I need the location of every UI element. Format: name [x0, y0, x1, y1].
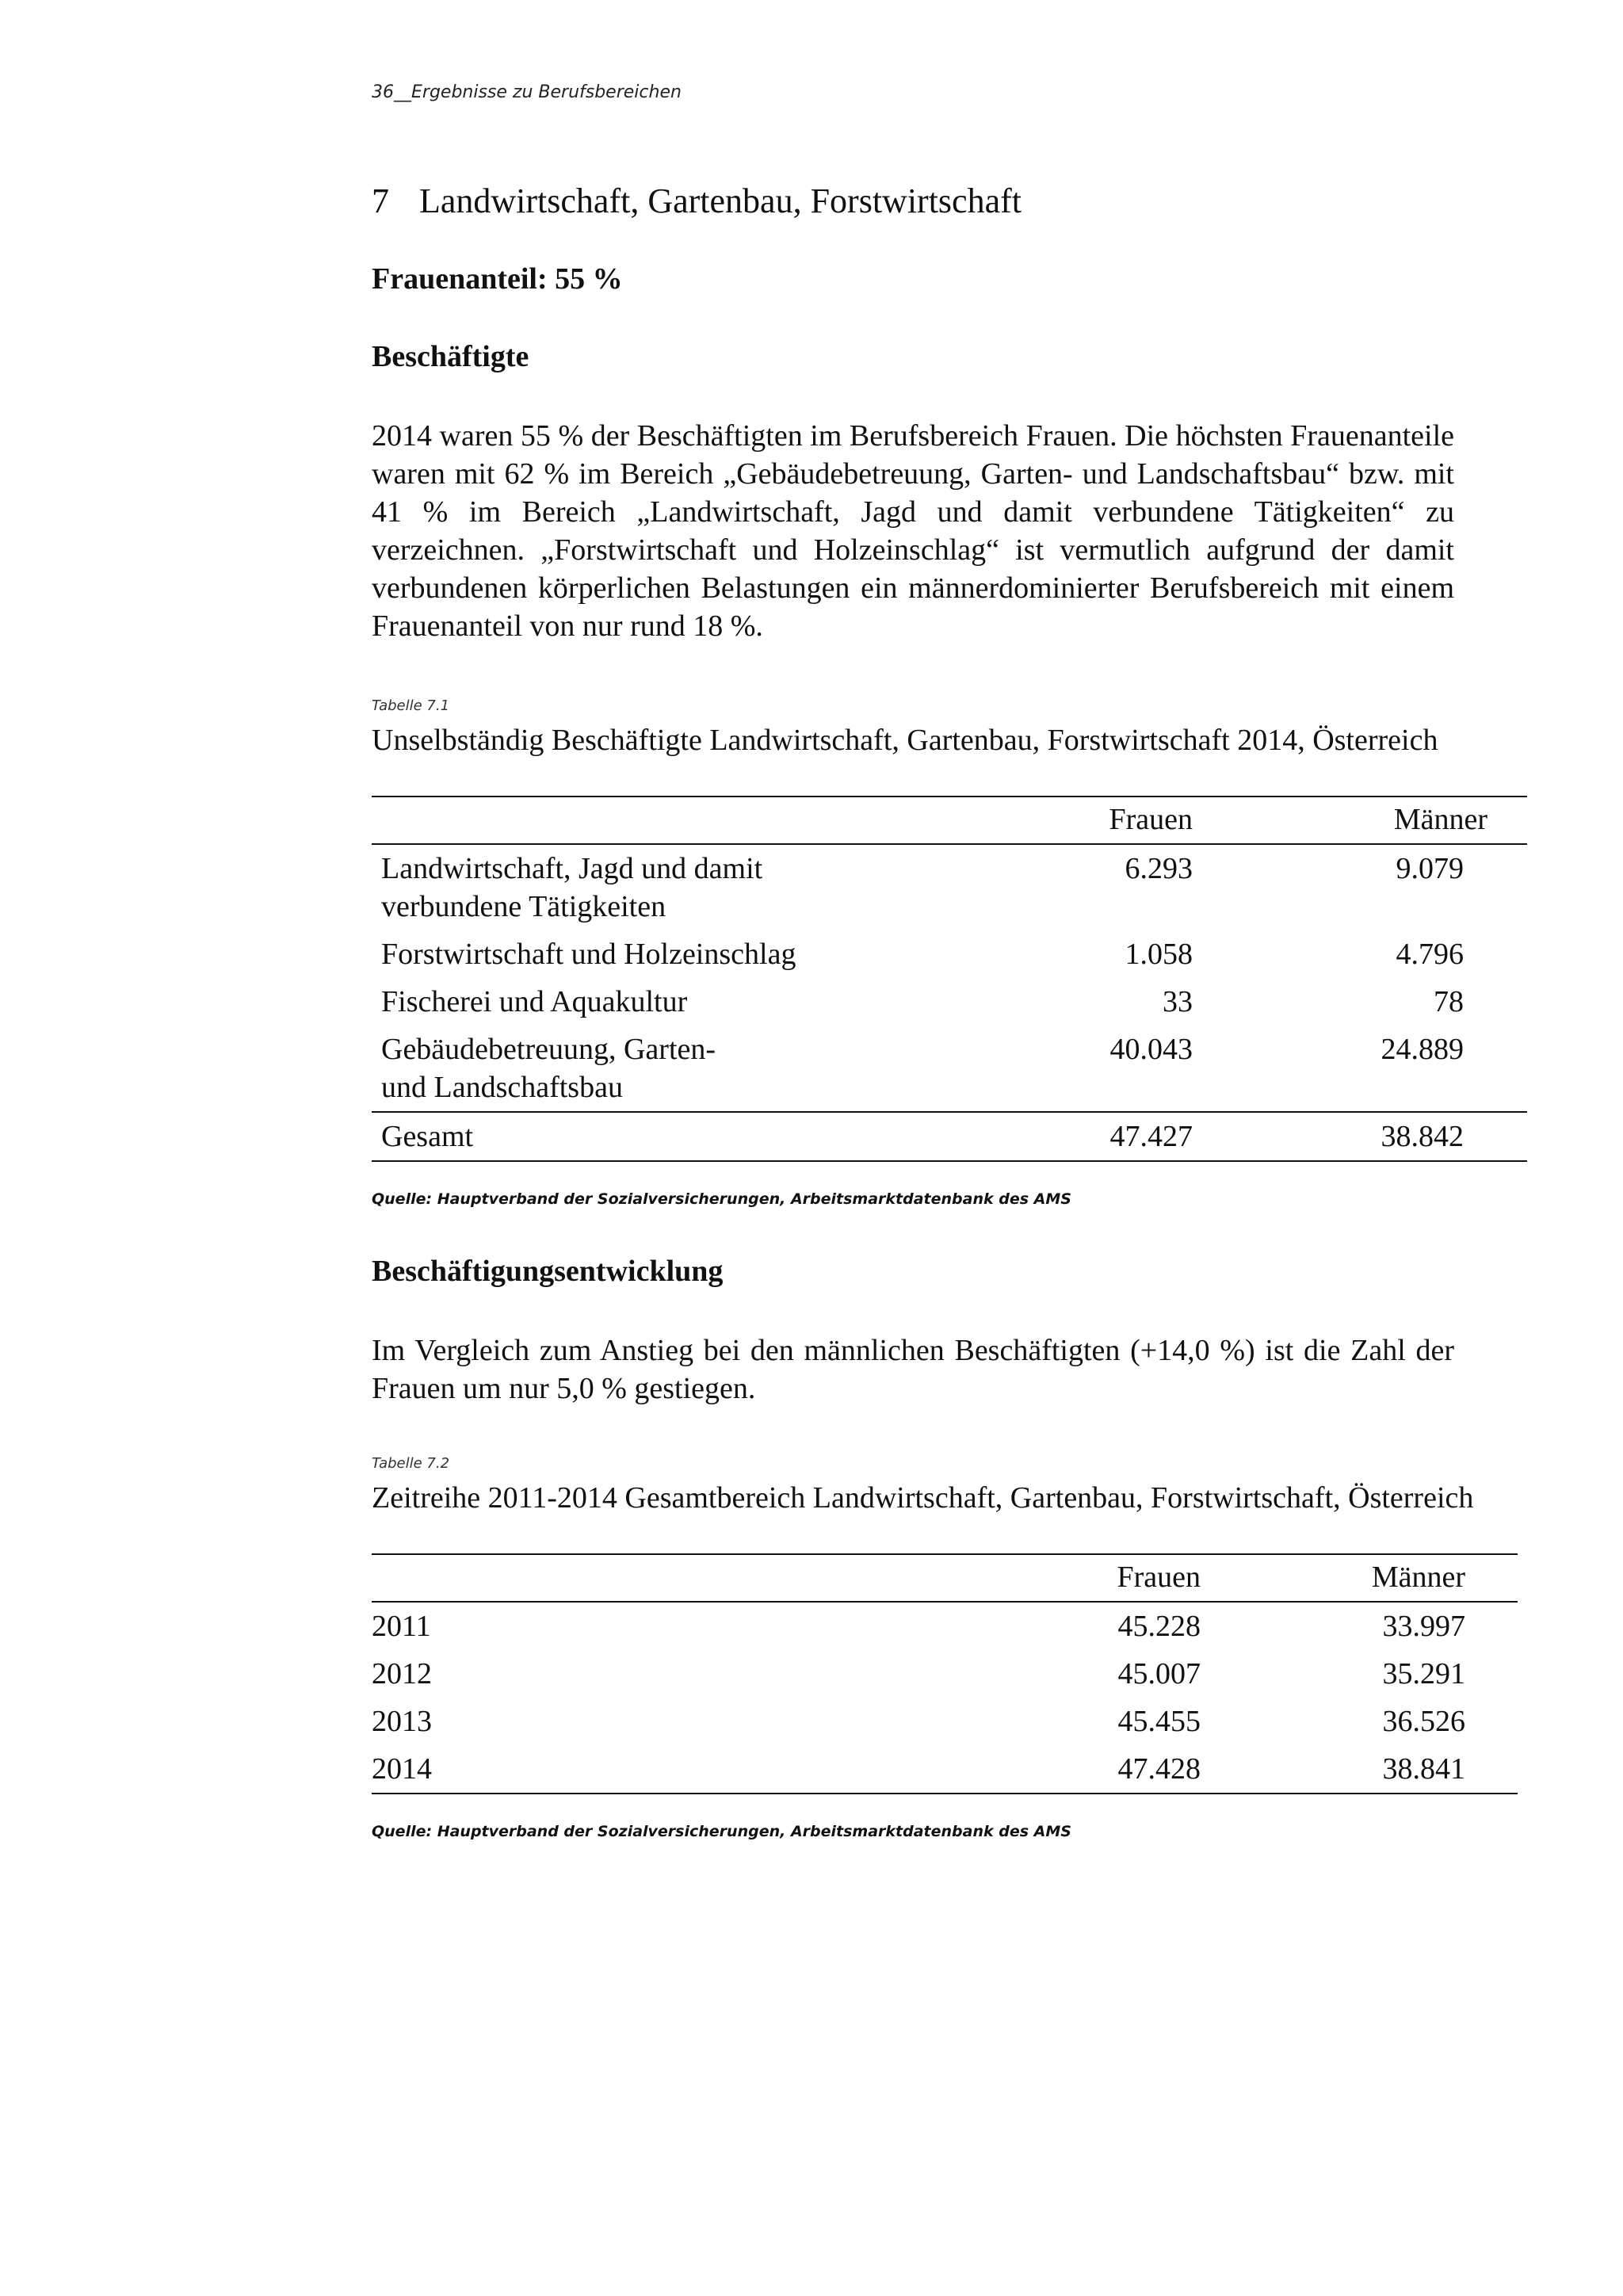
table2-header-empty: [372, 1554, 974, 1602]
section-heading-beschaeftigte: Beschäftigte: [372, 340, 529, 373]
row-year: 2011: [372, 1610, 431, 1643]
table1: [372, 796, 1527, 1162]
table2-header-frauen: Frauen: [974, 1554, 1232, 1602]
table2-header-maenner: Männer: [1232, 1554, 1518, 1602]
cell-maenner: 35.291: [1382, 1657, 1465, 1690]
section-heading-beschaeftigungsentwicklung: Beschäftigungsentwicklung: [372, 1255, 724, 1288]
chapter-number: 7: [372, 181, 389, 220]
table-row: [372, 1650, 1518, 1698]
chapter-heading: [372, 181, 1022, 221]
table1-label: Tabelle 7.1: [372, 697, 450, 714]
total-maenner: 38.842: [1232, 1112, 1527, 1161]
table2: [372, 1553, 1518, 1794]
table1-source: Quelle: Hauptverband der Sozialversicherungen, Arbeitsmarktdatenbank des AMS: [372, 1190, 1071, 1208]
cell-frauen: 45.455: [1117, 1705, 1201, 1738]
row-year: 2014: [372, 1745, 974, 1794]
cell-maenner: 33.997: [1382, 1610, 1465, 1643]
cell-frauen: 33: [1163, 985, 1193, 1018]
paragraph-beschaeftigte: 2014 waren 55 % der Beschäftigten im Berufsbereich Frauen. Die höchsten Frauenanteile waren mit 62 % im Bereich „Gebäudebetreuung, Garten- und Landschaftsbau“ bzw. mit 41 % im Bereich „Landwirtschaft, Jagd und damit verbundene Tätigkeiten“ zu verzeichnen. „Forstwirtschaft und Holzeinschlag“ ist vermutlich aufgrund der damit verbundenen körperlichen Belastungen ein männerdominierter Berufsbereich mit einem Frauenanteil von nur rund 18 %.: [372, 419, 1454, 643]
table-row: [372, 1698, 1518, 1745]
table1-header-empty: [372, 797, 974, 844]
cell-maenner: 9.079: [1396, 852, 1464, 885]
table1-header-row: [372, 797, 1527, 844]
cell-frauen: 45.007: [1117, 1657, 1201, 1690]
row-year: 2013: [372, 1705, 432, 1738]
row-label: Landwirtschaft, Jagd und damit verbundene Tätigkeiten: [381, 852, 763, 923]
table-row: [372, 1026, 1527, 1112]
table-row: [372, 978, 1527, 1026]
table-row: [372, 1745, 1518, 1794]
table2-title: Zeitreihe 2011-2014 Gesamtbereich Landwirtschaft, Gartenbau, Forstwirtschaft, Österreich: [372, 1481, 1474, 1515]
table1-total-row: [372, 1112, 1527, 1161]
table2-source: Quelle: Hauptverband der Sozialversicherungen, Arbeitsmarktdatenbank des AMS: [372, 1823, 1071, 1840]
frauenanteil-heading: Frauenanteil: 55 %: [372, 262, 623, 296]
cell-maenner: 4.796: [1396, 938, 1464, 971]
table-row: [372, 1602, 1518, 1650]
table1-header-frauen: Frauen: [974, 797, 1232, 844]
cell-maenner: 24.889: [1381, 1033, 1464, 1066]
total-label: Gesamt: [372, 1112, 974, 1161]
cell-frauen: 6.293: [1125, 852, 1193, 885]
cell-maenner: 38.841: [1232, 1745, 1518, 1794]
row-year: 2012: [372, 1657, 432, 1690]
chapter-title: Landwirtschaft, Gartenbau, Forstwirtschaft: [419, 181, 1022, 220]
table-row: [372, 930, 1527, 978]
total-frauen: 47.427: [974, 1112, 1232, 1161]
cell-frauen: 1.058: [1125, 938, 1193, 971]
running-header: 36__Ergebnisse zu Berufsbereichen: [372, 82, 682, 102]
row-label: Fischerei und Aquakultur: [381, 985, 688, 1018]
cell-frauen: 47.428: [974, 1745, 1232, 1794]
cell-maenner: 78: [1434, 985, 1464, 1018]
table2-header-row: [372, 1554, 1518, 1602]
table1-title: Unselbständig Beschäftigte Landwirtschaft, Gartenbau, Forstwirtschaft 2014, Österreich: [372, 724, 1438, 757]
row-label: Forstwirtschaft und Holzeinschlag: [381, 938, 796, 971]
table-row: [372, 844, 1527, 930]
table1-header-maenner: Männer: [1232, 797, 1527, 844]
cell-frauen: 40.043: [1109, 1033, 1193, 1066]
cell-maenner: 36.526: [1382, 1705, 1465, 1738]
cell-frauen: 45.228: [1117, 1610, 1201, 1643]
paragraph-beschaeftigungsentwicklung: Im Vergleich zum Anstieg bei den männlichen Beschäftigten (+14,0 %) ist die Zahl der Frauen um nur 5,0 % gestiegen.: [372, 1334, 1454, 1405]
row-label: Gebäudebetreuung, Garten- und Landschaftsbau: [381, 1033, 716, 1104]
table2-label: Tabelle 7.2: [372, 1455, 450, 1472]
